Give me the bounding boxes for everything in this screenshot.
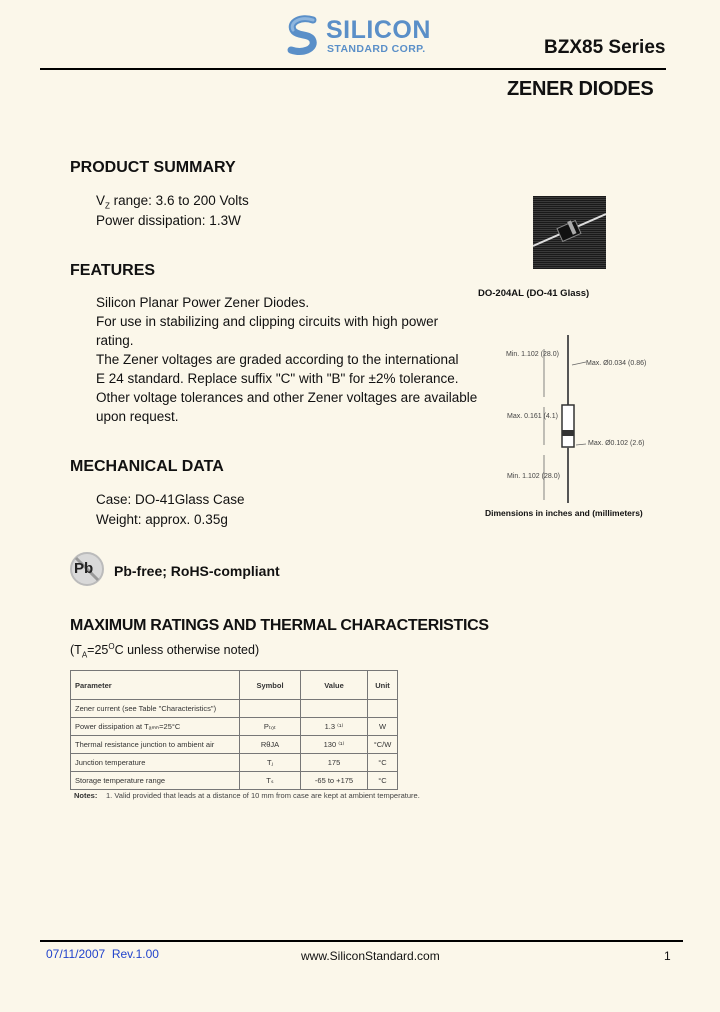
notes-label: Notes: bbox=[74, 791, 98, 800]
header-rule bbox=[40, 68, 666, 70]
series-name: BZX85 Series bbox=[544, 37, 666, 58]
weight-spec: Weight: approx. 0.35g bbox=[96, 512, 228, 527]
param-cell: Zener current (see Table "Characteristics") bbox=[71, 700, 240, 718]
symbol-cell: Tₛ bbox=[240, 772, 301, 790]
value-cell: 175 bbox=[301, 754, 368, 772]
unit-cell bbox=[368, 700, 398, 718]
table-row bbox=[71, 754, 398, 772]
column-header: Unit bbox=[368, 671, 398, 700]
value-cell bbox=[301, 700, 368, 718]
pb-icon-text: Pb bbox=[74, 560, 94, 577]
column-header: Symbol bbox=[240, 671, 301, 700]
feature-line: upon request. bbox=[96, 409, 179, 424]
pb-free-label: Pb-free; RoHS-compliant bbox=[114, 563, 280, 579]
features-list bbox=[96, 293, 496, 426]
footer-date-revision: 07/11/2007 Rev.1.00 bbox=[46, 947, 159, 961]
feature-line: Silicon Planar Power Zener Diodes. bbox=[96, 295, 310, 310]
dim-wire-diameter: Max. Ø0.034 (0.86) bbox=[586, 360, 647, 367]
table-header-row bbox=[71, 671, 398, 700]
feature-line: Other voltage tolerances and other Zener voltages are available bbox=[96, 390, 478, 405]
cond-pre: (T bbox=[70, 643, 82, 658]
symbol-cell: Pₜₒₜ bbox=[240, 718, 301, 736]
product-summary-heading: PRODUCT SUMMARY bbox=[70, 159, 236, 176]
logo-swirl-icon bbox=[283, 14, 323, 58]
table-row bbox=[71, 718, 398, 736]
unit-cell: °C/W bbox=[368, 736, 398, 754]
vz-label: V bbox=[96, 193, 106, 208]
logo-main-text: SILICON bbox=[326, 16, 431, 44]
symbol-cell: Tⱼ bbox=[240, 754, 301, 772]
dim-body-diameter: Max. Ø0.102 (2.6) bbox=[588, 440, 645, 447]
case-spec: Case: DO-41Glass Case bbox=[96, 492, 245, 507]
param-cell: Storage temperature range bbox=[71, 772, 240, 790]
cond-post: C unless otherwise noted) bbox=[114, 643, 260, 658]
footer-page-number: 1 bbox=[664, 949, 671, 963]
note-1: 1. Valid provided that leads at a distance of 10 mm from case are kept at ambient temperature. bbox=[106, 791, 420, 800]
table-row bbox=[71, 736, 398, 754]
ratings-table bbox=[70, 670, 398, 790]
dim-body-length: Max. 0.161 (4.1) bbox=[507, 413, 558, 420]
cond-sup: O bbox=[108, 642, 115, 651]
feature-line: rating. bbox=[96, 333, 134, 348]
column-header: Value bbox=[301, 671, 368, 700]
symbol-cell bbox=[240, 700, 301, 718]
document-title: ZENER DIODES bbox=[507, 78, 654, 100]
vz-subscript: Z bbox=[105, 201, 110, 211]
power-dissipation: Power dissipation: 1.3W bbox=[96, 213, 241, 228]
column-header: Parameter bbox=[71, 671, 240, 700]
ratings-condition bbox=[70, 642, 259, 660]
feature-line: For use in stabilizing and clipping circuits with high power bbox=[96, 314, 439, 329]
ratings-heading: MAXIMUM RATINGS AND THERMAL CHARACTERISTICS bbox=[70, 617, 489, 634]
param-cell: Power dissipation at Tₐₘₕ=25°C bbox=[71, 718, 240, 736]
footer-rule bbox=[40, 940, 683, 942]
table-row bbox=[71, 772, 398, 790]
param-cell: Junction temperature bbox=[71, 754, 240, 772]
value-cell: 1.3 ⁽¹⁾ bbox=[301, 718, 368, 736]
cond-mid: =25 bbox=[87, 643, 109, 658]
value-cell: -65 to +175 bbox=[301, 772, 368, 790]
diode-photo-icon bbox=[533, 196, 606, 269]
company-logo bbox=[283, 14, 443, 58]
dim-lead-bottom: Min. 1.102 (28.0) bbox=[507, 473, 560, 480]
symbol-cell: RθJA bbox=[240, 736, 301, 754]
cond-sub: A bbox=[81, 650, 88, 660]
mechanical-data-heading: MECHANICAL DATA bbox=[70, 458, 224, 475]
dimensions-note: Dimensions in inches and (millimeters) bbox=[485, 508, 643, 518]
feature-line: The Zener voltages are graded according to the international bbox=[96, 352, 459, 367]
package-photo bbox=[533, 196, 606, 269]
pb-free-badge bbox=[69, 551, 105, 587]
feature-line: E 24 standard. Replace suffix "C" with "B" for ±2% tolerance. bbox=[96, 371, 459, 386]
logo-sub-text: STANDARD CORP. bbox=[327, 43, 426, 55]
table-row bbox=[71, 700, 398, 718]
unit-cell: W bbox=[368, 718, 398, 736]
package-caption: DO-204AL (DO-41 Glass) bbox=[478, 288, 590, 299]
features-heading: FEATURES bbox=[70, 262, 156, 279]
unit-cell: °C bbox=[368, 754, 398, 772]
value-cell: 130 ⁽¹⁾ bbox=[301, 736, 368, 754]
param-cell: Thermal resistance junction to ambient air bbox=[71, 736, 240, 754]
footer-website: www.SiliconStandard.com bbox=[301, 949, 440, 963]
unit-cell: °C bbox=[368, 772, 398, 790]
dim-lead-top: Min. 1.102 (28.0) bbox=[506, 351, 559, 358]
vz-range-text: range: 3.6 to 200 Volts bbox=[109, 193, 249, 208]
